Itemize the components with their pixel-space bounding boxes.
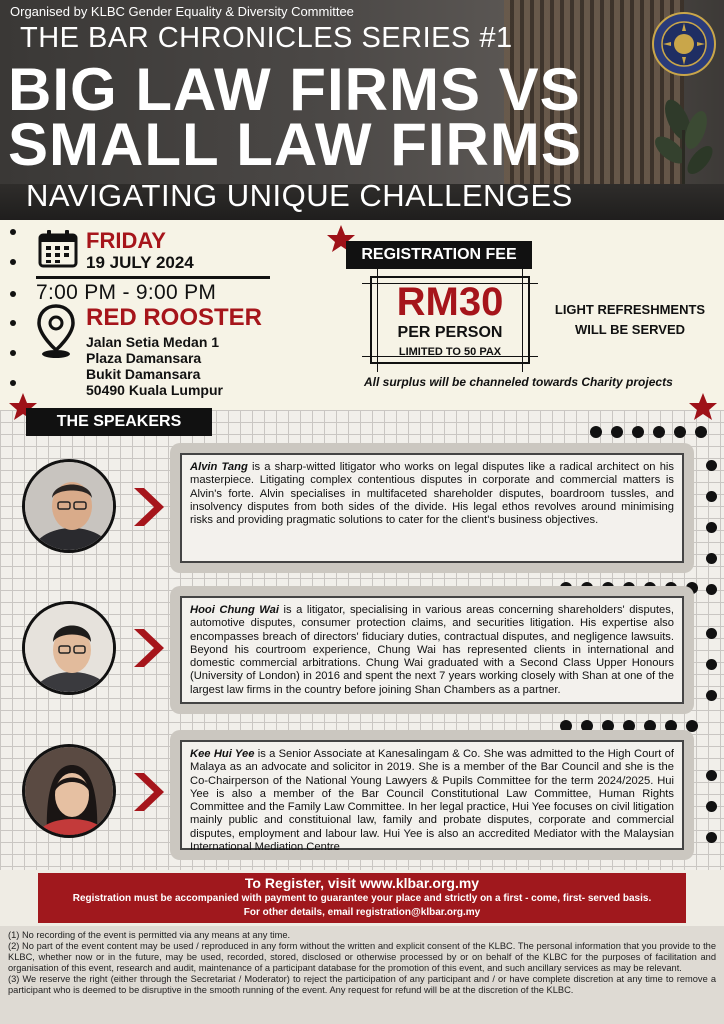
divider	[36, 276, 270, 279]
register-email[interactable]: For other details, email registration@klbar.org.my	[243, 907, 481, 918]
dot-column	[706, 460, 717, 595]
event-date: 19 JULY 2024	[86, 253, 194, 272]
organiser-text: Organised by KLBC Gender Equality & Diversity Committee	[10, 4, 354, 19]
speaker-bio	[180, 740, 684, 854]
speaker-bio	[180, 453, 684, 563]
speaker-name: Kee Hui Yee	[190, 748, 255, 760]
series-title: THE BAR CHRONICLES SERIES #1	[20, 22, 513, 54]
speakers-label: THE SPEAKERS	[26, 408, 212, 436]
main-title-line2: SMALL LAW FIRMS	[8, 111, 582, 178]
bullet	[10, 320, 16, 326]
register-note: Registration must be accompanied with payment to guarantee your place and strictly on a first - come, first- served basis.	[72, 893, 652, 904]
footer-note: (1) No recording of the event is permitted via any means at any time.	[8, 930, 291, 940]
address-line: 50490 Kuala Lumpur	[86, 382, 223, 398]
speaker-bio-text: is a sharp-witted litigator who works on legal disputes like a radical architect on his masterpiece. Litigating complex contentious disputes in corporate and commercial matters is Alvin's forte. Alvin specialises in multifaceted shareholder disputes, boardroom tussles, and insolvency disputes from both sides of the divide. His legal ethos revolves around minimising risks and providing pragmatic solutions to cater for the client's business objectives.	[190, 461, 674, 527]
bullet	[10, 259, 16, 265]
speaker-photo-kee	[22, 744, 116, 838]
dot-column	[706, 628, 717, 701]
address-line: Plaza Damansara	[86, 350, 202, 366]
main-title-line1: BIG LAW FIRMS VS	[8, 56, 581, 123]
speaker-card	[170, 730, 694, 860]
bar-council-seal-icon	[651, 11, 717, 77]
fee-limit: LIMITED TO 50 PAX	[398, 346, 502, 358]
speaker-bio	[180, 596, 684, 704]
dot-row	[590, 426, 707, 440]
footer-note: (3) We reserve the right (either through the Secretariat / Moderator) to reject the participation of any participant and / or have complete discretion at any time to remove a participant who is deemed to be disruptive in the smooth running of the event. Any request for refund will be at the discretion of the KLBC.	[8, 974, 716, 995]
event-time: 7:00 PM - 9:00 PM	[36, 281, 217, 304]
speaker-card	[170, 443, 694, 573]
address-line: Jalan Setia Medan 1	[86, 334, 220, 350]
fee-box	[370, 276, 530, 364]
star-icon	[688, 392, 718, 422]
location-pin-icon	[34, 304, 78, 360]
register-link[interactable]: To Register, visit www.klbar.org.my	[244, 875, 480, 891]
fee-amount: RM30	[396, 280, 504, 324]
address-line: Bukit Damansara	[86, 366, 201, 382]
registration-fee-label: REGISTRATION FEE	[346, 241, 532, 269]
speaker-name: Hooi Chung Wai	[190, 604, 279, 616]
venue-name: RED ROOSTER	[86, 304, 263, 331]
speaker-photo-hooi	[22, 601, 116, 695]
speaker-bio-text: is a litigator, specialising in various areas concerning shareholders' disputes, automotive disputes, consumer protection claims, and securities litigation. His expertise also encompasses breach of directors' fiduciary duties, contractual disputes, and negligence lawsuits. Beyond his courtroom experience, Chung Wai has represented clients in international and domestic commercial arbitrations. Chung Wai graduated with a Second Class Upper Honours (University of London) in 2016 and spent the next 7 years working closely with Shan at one of the largest law firms in the country before joining Shan Chambers as a partner.	[190, 604, 674, 696]
bullet	[10, 380, 16, 386]
calendar-icon	[38, 230, 78, 268]
charity-note: All surplus will be channeled towards Charity projects	[364, 375, 673, 389]
event-day: FRIDAY	[86, 228, 166, 253]
bullet	[10, 291, 16, 297]
chevron-right-icon	[130, 486, 168, 528]
speaker-name: Alvin Tang	[190, 461, 248, 473]
subtitle: NAVIGATING UNIQUE CHALLENGES	[26, 178, 573, 213]
hero-banner	[0, 0, 724, 220]
chevron-right-icon	[130, 627, 168, 669]
footer-notes	[0, 926, 724, 1024]
bullet	[10, 350, 16, 356]
fee-per-person: PER PERSON	[397, 324, 503, 341]
dot-column	[706, 770, 717, 843]
chevron-right-icon	[130, 771, 168, 813]
bullet	[10, 229, 16, 235]
speaker-card	[170, 586, 694, 714]
speaker-bio-text: is a Senior Associate at Kanesalingam & Co. She was admitted to the High Court of Malaya as an advocate and solicitor in 2019. She is a member of the Bar Council and she is the Co-Chairperson of the National Young Lawyers & Pupils Committee for the term 2024/2025. Hui Yee is also a member of the Bar Council Constitutional Law Committee, Human Rights Committee and the Family Law Committee. In her legal practice, Hui Yee focuses on civil litigation mainly public and constituional law, family and probate disputes, corporate and commercial disputes, employment and labour law. Hui Yee is also an accredited Mediator with the Malaysian International Mediation Centre	[190, 748, 674, 854]
footer-note: (2) No part of the event content may be used / reproduced in any form without the written and explicit consent of the KLBC. The personal information that you provide to the KLBC, whether now or in the future, may be used, recorded, stored, disclosed or otherwise processed by or on behalf of the KLBC for the purposes of facilitation and organisation of this event, research and audit, maintenance of a participant database for the promotion of this event, and such ancillary services as may be relevant.	[8, 941, 716, 973]
refreshments-note: LIGHT REFRESHMENTS WILL BE SERVED	[554, 302, 706, 337]
speaker-photo-alvin	[22, 459, 116, 553]
register-banner	[38, 873, 686, 923]
